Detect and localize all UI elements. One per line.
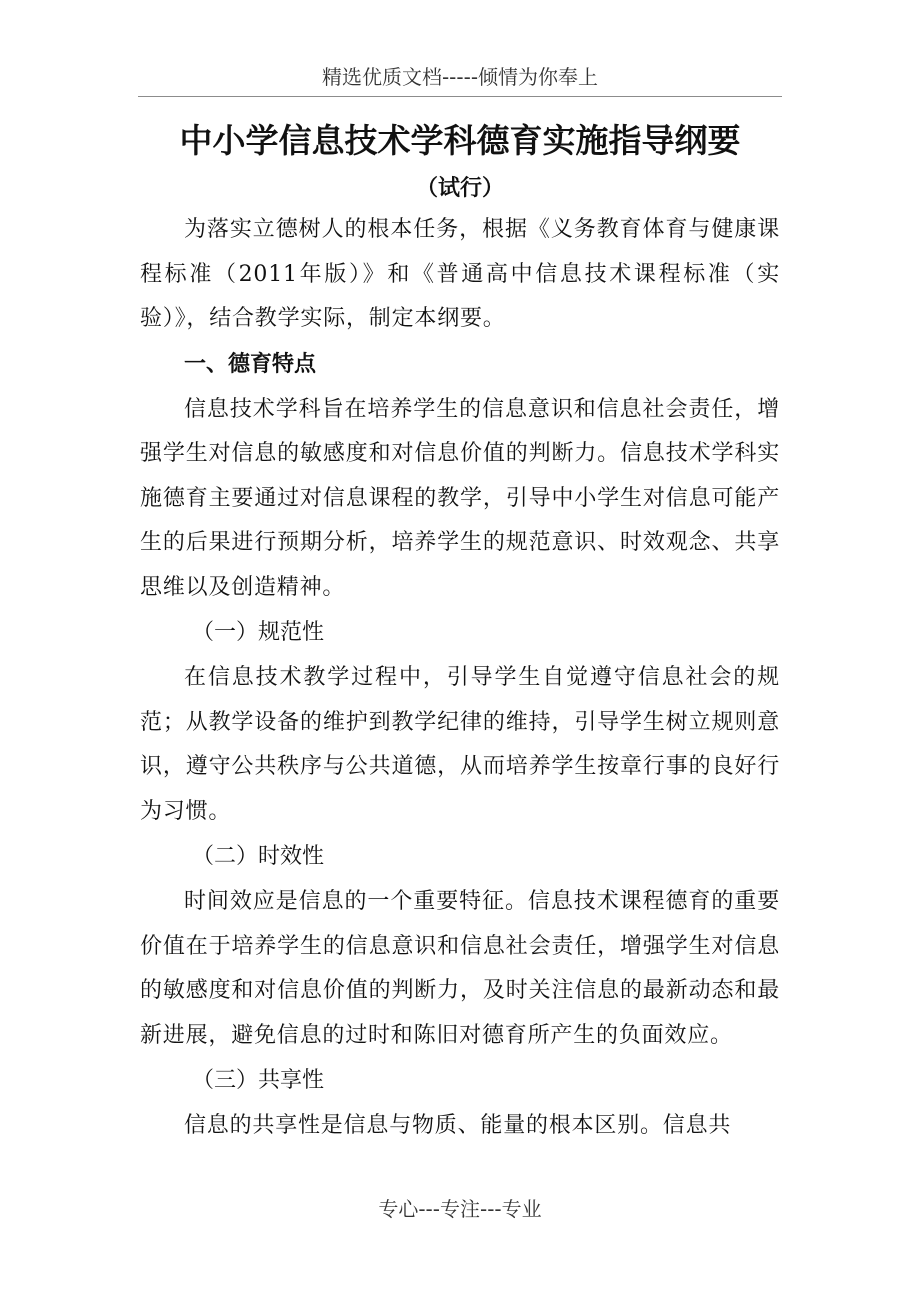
document-subtitle: （试行） [415, 176, 504, 201]
document-title: 中小学信息技术学科德育实施指导纲要 [179, 121, 741, 160]
page-footer: 专心---专注---专业 [378, 1197, 542, 1221]
subheading-timeliness: （二）时效性 [192, 844, 325, 869]
paragraph-normativity: 在信息技术教学过程中，引导学生自觉遵守信息社会的规范；从教学设备的维护到教学纪律的维持，引导学生树立规则意识，遵守公共秩序与公共道德，从而培养学生按章行事的良好行为习惯。 [140, 665, 780, 824]
page-header: 精选优质文档-----倾情为你奉上 [138, 60, 782, 97]
subheading-sharing: （三）共享性 [192, 1068, 325, 1093]
paragraph-timeliness: 时间效应是信息的一个重要特征。信息技术课程德育的重要价值在于培养学生的信息意识和信息社会责任，增强学生对信息的敏感度和对信息价值的判断力，及时关注信息的最新动态和最新进展，避免信息的过时和陈旧对德育所产生的负面效应。 [140, 889, 780, 1048]
paragraph-sharing: 信息的共享性是信息与物质、能量的根本区别。信息共 [184, 1113, 732, 1138]
section-paragraph-moral-features: 信息技术学科旨在培养学生的信息意识和信息社会责任，增强学生对信息的敏感度和对信息价值的判断力。信息技术学科实施德育主要通过对信息课程的教学，引导中小学生对信息可能产生的后果进行预期分析，培养学生的规范意识、时效观念、共享思维以及创造精神。 [140, 396, 780, 600]
document-body [140, 112, 780, 1149]
intro-paragraph: 为落实立德树人的根本任务，根据《义务教育体育与健康课程标准（2011年版）》和《普通高中信息技术课程标准（实验）》，结合教学实际，制定本纲要。 [140, 217, 780, 331]
section-heading-moral-features: 一、德育特点 [184, 351, 317, 377]
subheading-normativity: （一）规范性 [192, 620, 325, 645]
